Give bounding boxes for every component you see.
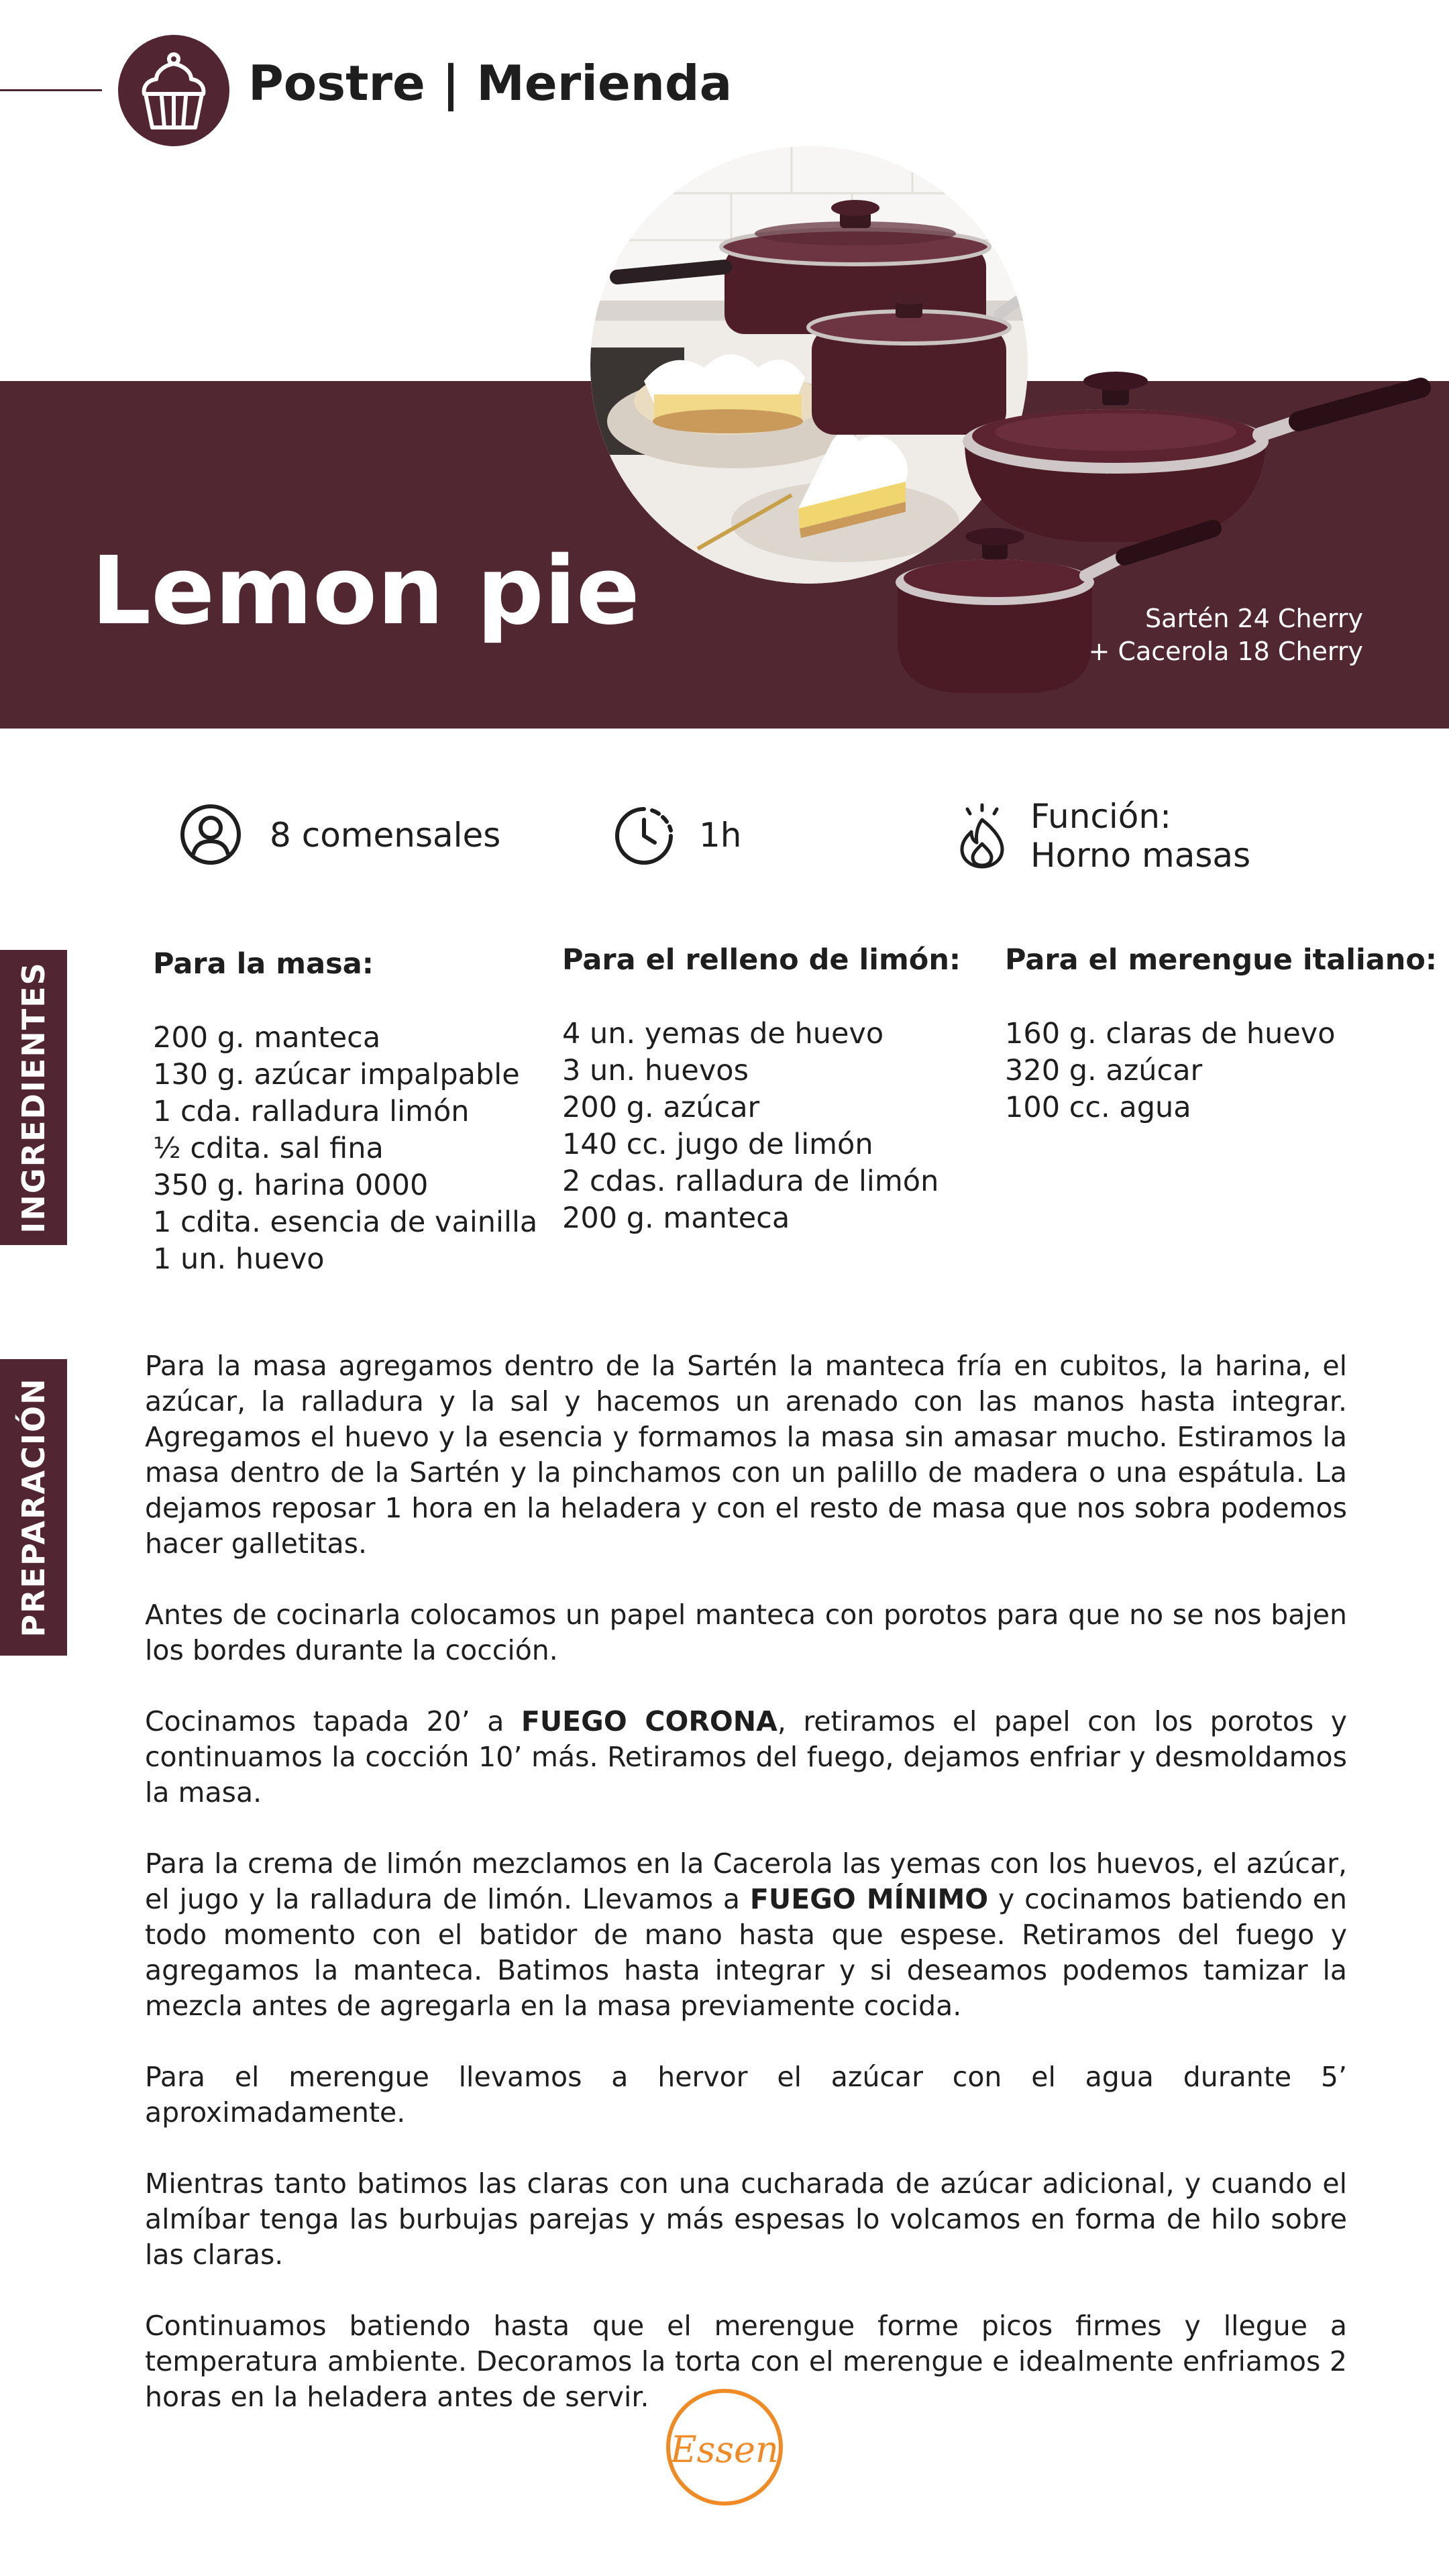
function-block (1030, 797, 1250, 875)
logo-text: Essen (670, 2428, 779, 2471)
ingredients-tab-label: INGREDIENTES (15, 961, 52, 1234)
ingredients-heading: Para la masa: (153, 947, 374, 981)
heat-level-emphasis: FUEGO CORONA (521, 1705, 777, 1737)
ingredient-item: 100 cc. agua (1005, 1091, 1191, 1124)
function-label: Función: (1030, 797, 1171, 836)
function-value: Horno masas (1030, 836, 1251, 875)
preparation-tab (0, 1359, 67, 1656)
preparation-text (145, 1348, 1347, 2451)
heat-level-emphasis: FUEGO MÍNIMO (749, 1883, 989, 1915)
ingredient-item: 320 g. azúcar (1005, 1054, 1203, 1087)
time-text: 1h (699, 816, 742, 855)
ingredient-item: 130 g. azúcar impalpable (153, 1058, 520, 1091)
clock-icon (612, 804, 676, 868)
ingredient-item: 200 g. manteca (153, 1021, 381, 1055)
ingredients-heading: Para el merengue italiano: (1005, 943, 1438, 977)
preparation-text-run: Para la crema de limón mezclamos en la Cacerola las yemas con los huevos, el azúcar, el jugo y la ralladura de limón. Llevamos a (145, 1847, 1347, 1915)
oven-flame-icon (955, 802, 1009, 869)
header-rule (0, 89, 102, 91)
ingredient-item: 1 un. huevo (153, 1242, 325, 1276)
ingredient-item: 140 cc. jugo de limón (562, 1128, 873, 1161)
ingredient-item: 160 g. claras de huevo (1005, 1017, 1336, 1051)
recipe-title: Lemon pie (91, 537, 640, 646)
ingredients-heading: Para el relleno de limón: (562, 943, 961, 977)
product-label (1089, 602, 1363, 668)
user-icon (180, 804, 241, 865)
ingredient-item: 1 cda. ralladura limón (153, 1095, 470, 1128)
ingredient-item: ½ cdita. sal fina (153, 1132, 384, 1165)
category-title: Postre | Merienda (248, 55, 733, 111)
preparation-paragraph: Antes de cocinarla colocamos un papel manteca con porotos para que no se nos bajen los bordes durante la cocción. (145, 1599, 1347, 1666)
preparation-tab-label: PREPARACIÓN (15, 1377, 52, 1638)
preparation-paragraph: Mientras tanto batimos las claras con una cucharada de azúcar adicional, y cuando el almíbar tenga las burbujas parejas y más espesas lo volcamos en forma de hilo sobre las claras. (145, 2167, 1347, 2271)
ingredients-column-masa (153, 946, 537, 1278)
preparation-paragraph: Continuamos batiendo hasta que el merengue forme picos firmes y llegue a temperatura ambiente. Decoramos la torta con el merengue e idealmente enfriamos 2 horas en la heladera antes de servir. (145, 2310, 1347, 2413)
preparation-paragraph: Para el merengue llevamos a hervor el azúcar con el agua durante 5’ aproximadamente. (145, 2061, 1347, 2129)
preparation-paragraph (145, 1846, 1347, 2024)
ingredient-item: 4 un. yemas de huevo (562, 1017, 884, 1051)
preparation-text-run: , retiramos el papel con los porotos y continuamos la cocción 10’ más. Retiramos del fuego, dejamos enfriar y desmoldamos la masa. (145, 1705, 1347, 1809)
product-line-2: + Cacerola 18 Cherry (1088, 637, 1363, 666)
ingredient-item: 200 g. manteca (562, 1201, 790, 1235)
essen-logo (664, 2387, 785, 2508)
category-badge (118, 35, 229, 146)
servings-text: 8 comensales (270, 816, 501, 855)
preparation-paragraph (145, 1704, 1347, 1811)
ingredient-item: 200 g. azúcar (562, 1091, 760, 1124)
preparation-text-run: y cocinamos batiendo en todo momento con el batidor de mano hasta que espese. Retiramos del fuego y agregamos la manteca. Batimos hasta integrar y si deseamos podemos tamizar la mezcla antes de agregarla en la masa previamente cocida. (145, 1883, 1347, 2022)
ingredients-tab (0, 950, 67, 1245)
ingredient-item: 3 un. huevos (562, 1054, 749, 1087)
ingredient-item: 2 cdas. ralladura de limón (562, 1165, 939, 1198)
preparation-text-run: Cocinamos tapada 20’ a (145, 1705, 521, 1737)
product-line-1: Sartén 24 Cherry (1145, 604, 1363, 633)
preparation-paragraph: Para la masa agregamos dentro de la Sartén la manteca fría en cubitos, la harina, el azúcar, la ralladura y la sal y hacemos un arenado con las manos hasta integrar. Agregamos el huevo y la esencia y formamos la masa sin amasar mucho. Estiramos la masa dentro de la Sartén y la pinchamos con un palillo de madera o una espátula. La dejamos reposar 1 hora en la heladera y con el resto de masa que nos sobra podemos hacer galletitas. (145, 1350, 1347, 1560)
ingredient-item: 1 cdita. esencia de vainilla (153, 1205, 538, 1239)
ingredient-item: 350 g. harina 0000 (153, 1169, 429, 1202)
ingredients-column-relleno (562, 942, 961, 1237)
ingredients-column-merengue (1005, 942, 1437, 1126)
cupcake-icon (136, 50, 211, 133)
